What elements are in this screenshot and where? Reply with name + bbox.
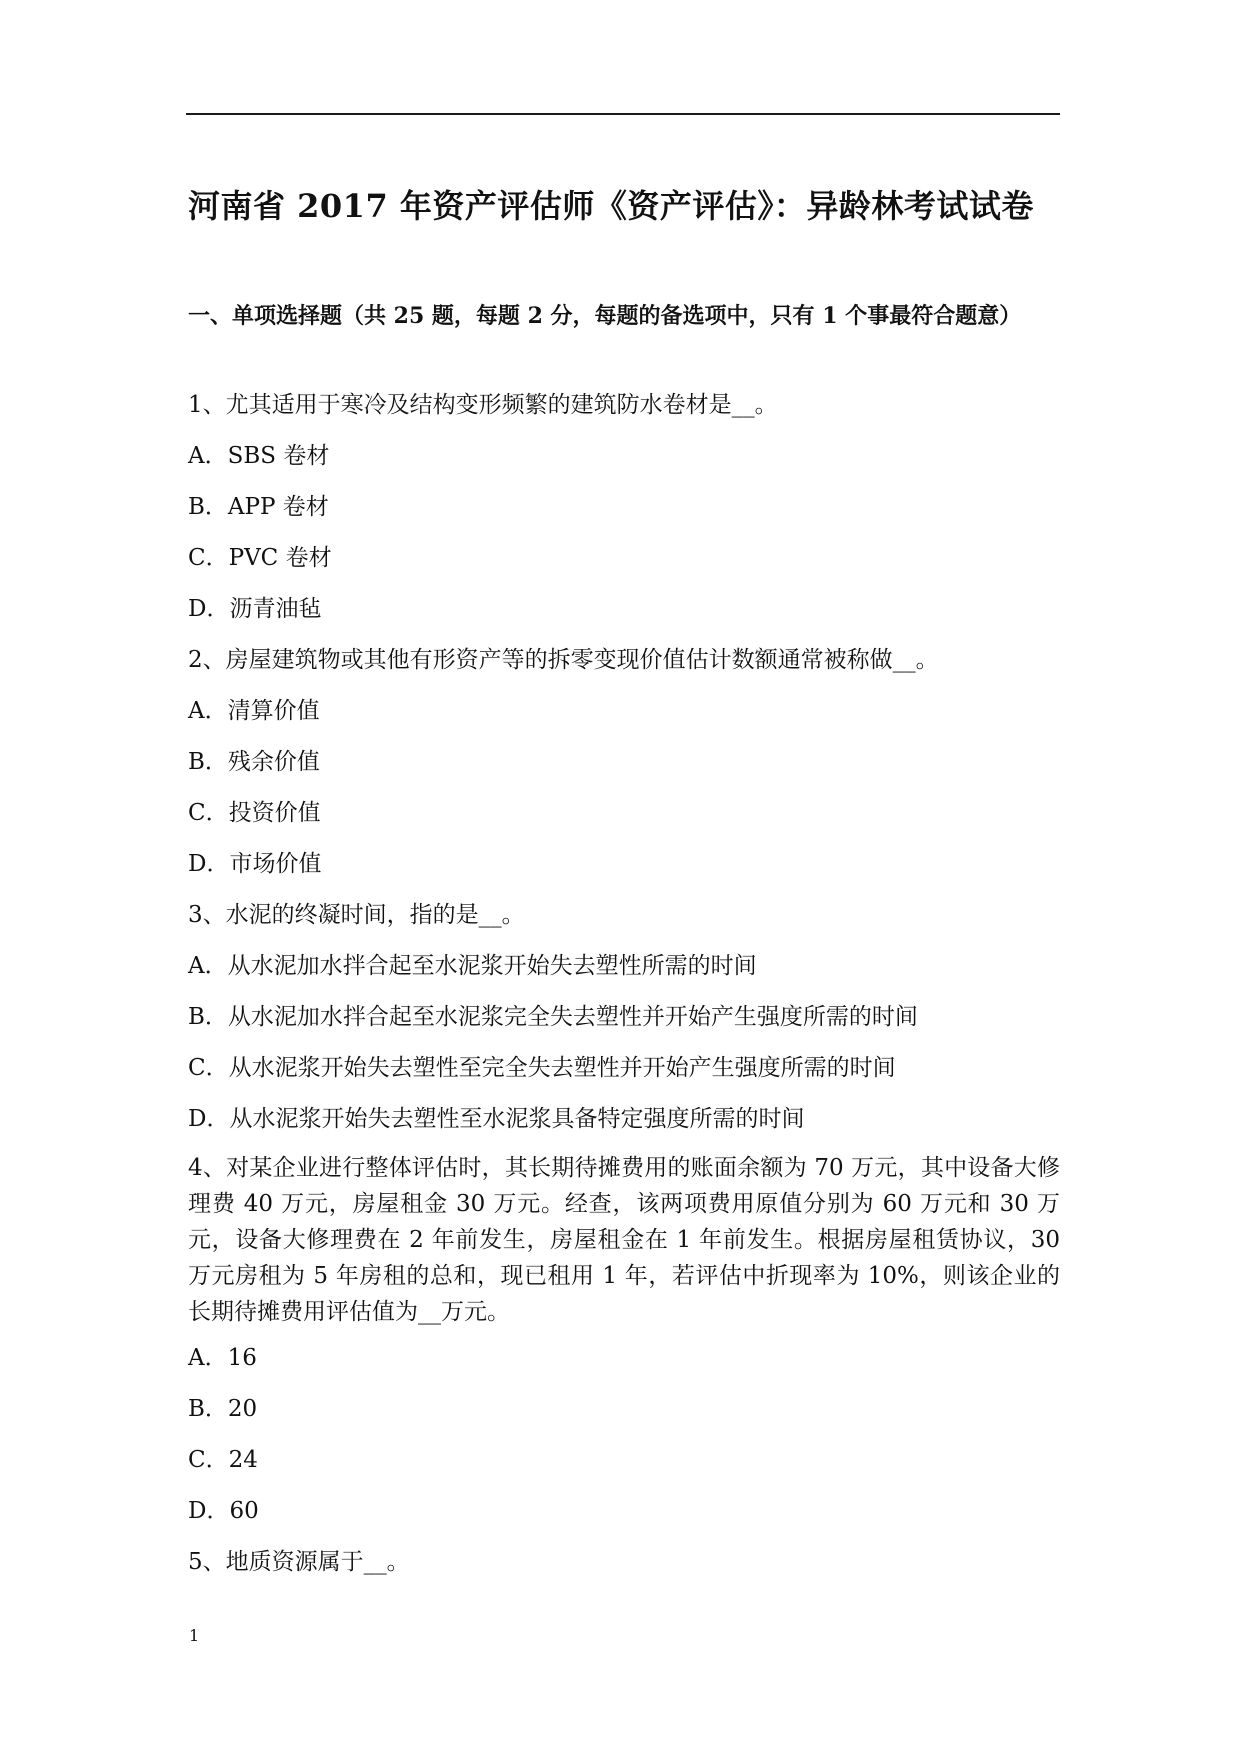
question-3-option-a: A．从水泥加水拌合起至水泥浆开始失去塑性所需的时间 [188,953,757,979]
question-4-option-b: B．20 [188,1396,258,1422]
question-2-option-a: A．清算价值 [188,698,320,724]
question-1-option-b: B．APP 卷材 [188,494,329,520]
page-number: 1 [189,1626,200,1645]
question-3-stem: 3、水泥的终凝时间，指的是__。 [188,902,525,928]
question-2-option-b: B．残余价值 [188,749,320,775]
question-4-option-a: A．16 [188,1345,257,1371]
question-5-stem: 5、地质资源属于__。 [188,1549,410,1575]
question-1-option-c: C．PVC 卷材 [188,545,332,571]
question-1-option-d: D．沥青油毡 [188,596,322,622]
question-3-option-c: C．从水泥浆开始失去塑性至完全失去塑性并开始产生强度所需的时间 [188,1055,896,1081]
question-2-option-c: C．投资价值 [188,800,321,826]
question-3-option-b: B．从水泥加水拌合起至水泥浆完全失去塑性并开始产生强度所需的时间 [188,1004,918,1030]
question-2-stem: 2、房屋建筑物或其他有形资产等的拆零变现价值估计数额通常被称做__。 [188,647,939,673]
question-1-stem: 1、尤其适用于寒冷及结构变形频繁的建筑防水卷材是__。 [188,392,778,418]
section-heading: 一、单项选择题（共 25 题，每题 2 分，每题的备选项中，只有 1 个事最符合题意） [188,303,1022,329]
document-title: 河南省 2017 年资产评估师《资产评估》：异龄林考试试卷 [188,187,1034,225]
question-3-option-d: D．从水泥浆开始失去塑性至水泥浆具备特定强度所需的时间 [188,1106,805,1132]
question-4-option-d: D．60 [188,1498,259,1524]
question-4-option-c: C．24 [188,1447,258,1473]
question-1-option-a: A．SBS 卷材 [188,443,330,469]
question-4-stem: 4、对某企业进行整体评估时，其长期待摊费用的账面余额为 70 万元，其中设备大修理费 40 万元，房屋租金 30 万元。经查，该两项费用原值分别为 60 万元和 30 万元，设备大修理费在 2 年前发生，房屋租金在 1 年前发生。根据房屋租赁协议，30 万元房租为 5 年房租的总和，现已租用 1 年，若评估中折现率为 10%，则该企业的长期待摊费用评估值为__万元。 [188,1155,1060,1325]
question-2-option-d: D．市场价值 [188,851,322,877]
header-rule [186,113,1060,115]
